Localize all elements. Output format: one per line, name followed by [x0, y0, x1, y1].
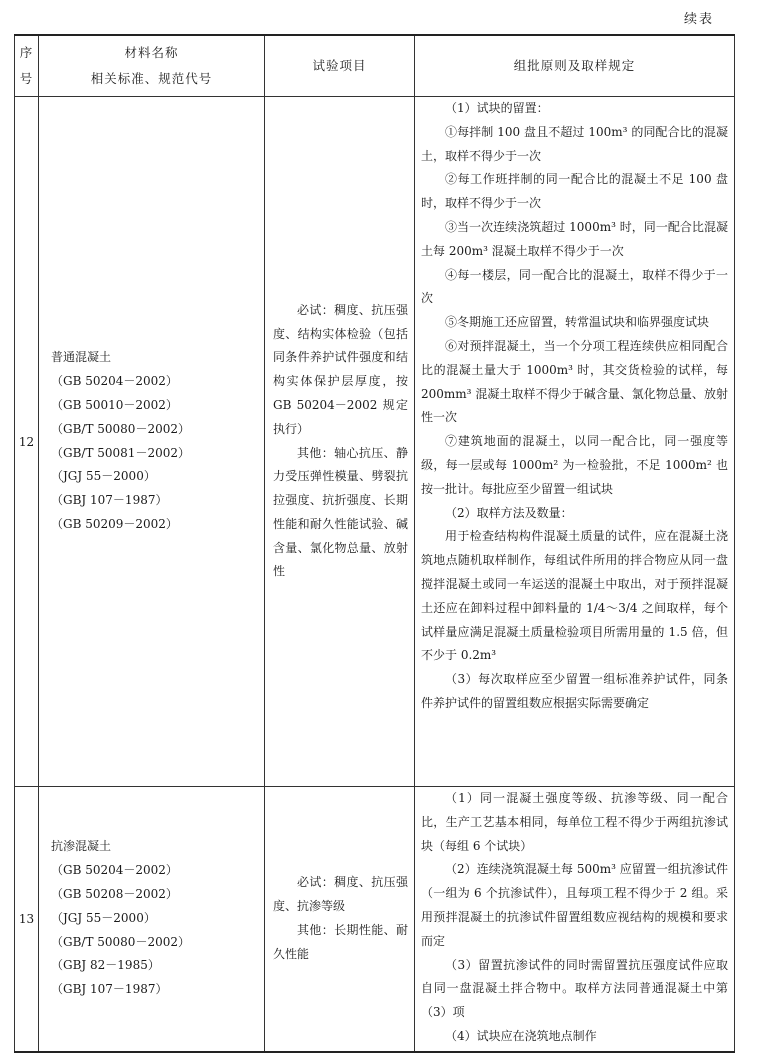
rule-paragraph: （3）留置抗渗试件的同时需留置抗压强度试件应取自同一盘混凝土拌合物中。取样方法同普通混凝土中第（3）项 [421, 957, 728, 1020]
standard-code: （GB 50204－2002） [51, 863, 178, 878]
header-test-items: 试验项目 [265, 35, 415, 97]
rule-paragraph: ⑤冬期施工还应留置，转常温试块和临界强度试块 [445, 315, 710, 330]
standard-code: （JGJ 55－2000） [51, 469, 156, 484]
header-seq [15, 35, 39, 97]
material-name: 普通混凝土 [51, 350, 112, 365]
test-other: 其他：轴心抗压、静力受压弹性模量、劈裂抗拉强度、抗折强度、长期性能和耐久性能试验、碱含量、氯化物总量、放射性 [273, 445, 408, 579]
header-material-line2: 相关标准、规范代号 [90, 71, 213, 86]
standard-code: （GB/T 50080－2002） [51, 934, 190, 949]
table-row [15, 97, 735, 787]
rule-paragraph: ①每拌制 100 盘且不超过 100m³ 的同配合比的混凝土，取样不得少于一次 [421, 124, 728, 163]
continued-label: 续表 [683, 12, 714, 27]
test-items-cell [265, 97, 415, 787]
rules-cell [415, 97, 735, 787]
standard-code: （GBJ 107－1987） [51, 493, 168, 508]
rule-paragraph: 用于检查结构构件混凝土质量的试件，应在混凝土浇筑地点随机取样制作，每组试件所用的拌合物应从同一盘搅拌混凝土或同一车运送的混凝土中取出，对于预拌混凝土还应在卸料过程中卸料量的 1/4～3/4 之间取样，每个试样量应满足混凝土质量检验项目所需用量的 1.5 倍，但不少于 0.2m³ [421, 529, 728, 663]
standard-code: （GBJ 107－1987） [51, 982, 168, 997]
header-seq-line1: 序 [19, 45, 34, 60]
material-cell [39, 787, 265, 1052]
table-row [15, 787, 735, 1052]
standard-code: （GB 50010－2002） [51, 397, 178, 412]
test-required: 必试：稠度、抗压强度、抗渗等级 [273, 875, 408, 913]
header-seq-line2: 号 [19, 71, 34, 86]
header-rules: 组批原则及取样规定 [415, 35, 735, 97]
material-name: 抗渗混凝土 [51, 839, 112, 854]
rule-paragraph: ⑦建筑地面的混凝土，以同一配合比，同一强度等级，每一层或每 1000m² 为一检验批，不足 1000m² 也按一批计。每批应至少留置一组试块 [421, 434, 728, 496]
test-required: 必试：稠度、抗压强度、结构实体检验（包括同条件养护试件强度和结构实体保护层厚度，按 GB 50204－2002 规定执行） [273, 302, 408, 436]
standard-code: （GB 50209－2002） [51, 516, 178, 531]
row-seq: 12 [15, 97, 39, 787]
test-other: 其他：长期性能、耐久性能 [273, 922, 408, 961]
rule-paragraph: （1）同一混凝土强度等级、抗渗等级、同一配合比，生产工艺基本相同，每单位工程不得少于两组抗渗试块（每组 6 个试块） [421, 791, 728, 853]
rule-paragraph: （2）取样方法及数量： [445, 505, 573, 520]
rule-paragraph: ③当一次连续浇筑超过 1000m³ 时，同一配合比混凝土每 200m³ 混凝土取样不得少于一次 [421, 219, 728, 258]
standard-code: （GBJ 82－1985） [51, 958, 160, 973]
standard-code: （GB 50208－2002） [51, 887, 178, 902]
row-seq: 13 [15, 787, 39, 1052]
standard-code: （GB/T 50080－2002） [51, 421, 190, 436]
rules-cell [415, 787, 735, 1052]
rule-paragraph: ④每一楼层，同一配合比的混凝土，取样不得少于一次 [421, 267, 728, 306]
rule-paragraph: （2）连续浇筑混凝土每 500m³ 应留置一组抗渗试件（一组为 6 个抗渗试件），且每项工程不得少于 2 组。采用预拌混凝土的抗渗试件留置组数应视结构的规模和要求而定 [421, 862, 728, 948]
standard-code: （JGJ 55－2000） [51, 910, 156, 925]
test-items-cell [265, 787, 415, 1052]
header-material [39, 35, 265, 97]
rule-paragraph: （4）试块应在浇筑地点制作 [445, 1028, 597, 1043]
table-header-row [15, 35, 735, 97]
rule-paragraph: （3）每次取样应至少留置一组标准养护试件，同条件养护试件的留置组数应根据实际需要确定 [421, 672, 728, 710]
standard-code: （GB 50204－2002） [51, 374, 178, 389]
material-cell [39, 97, 265, 787]
header-material-line1: 材料名称 [124, 45, 179, 60]
rule-paragraph: ⑥对预拌混凝土，当一个分项工程连续供应相同配合比的混凝土量大于 1000m³ 时，其交货检验的试样，每 200mm³ 混凝土取样不得少于碱含量、氯化物总量、放射性一次 [421, 338, 728, 425]
specimen-rules-table [14, 34, 735, 1053]
rule-paragraph: ②每工作班拌制的同一配合比的混凝土不足 100 盘时，取样不得少于一次 [421, 172, 728, 211]
standard-code: （GB/T 50081－2002） [51, 445, 190, 460]
rule-paragraph: （1）试块的留置： [445, 101, 549, 115]
